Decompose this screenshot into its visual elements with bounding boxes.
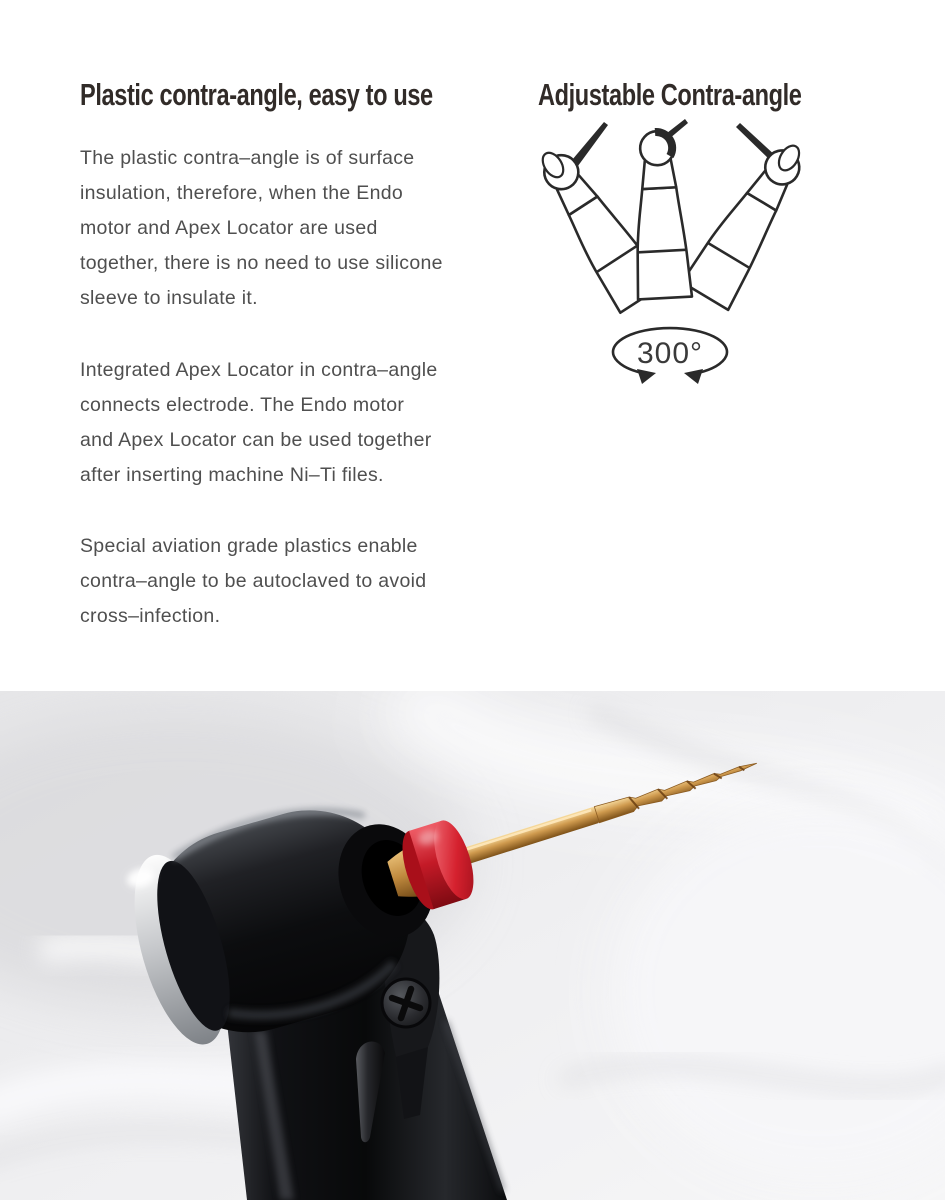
rotation-degrees-label: 300° [636, 337, 704, 370]
paragraph-line: Integrated Apex Locator in contra–angle [80, 359, 438, 381]
product-photo [0, 691, 945, 1200]
paragraph-apex-locator [80, 353, 480, 493]
paragraph-surface-insulation [80, 141, 480, 316]
paragraph-line: cross–infection. [80, 605, 221, 627]
heading-adjustable-contra-angle: Adjustable Contra-angle [538, 77, 802, 112]
paragraph-autoclave [80, 529, 480, 634]
paragraph-line: together, there is no need to use silicone [80, 252, 443, 274]
paragraph-line: sleeve to insulate it. [80, 287, 258, 309]
paragraph-line: and Apex Locator can be used together [80, 429, 432, 451]
heading-plastic-contra-angle: Plastic contra-angle, easy to use [80, 77, 433, 112]
paragraph-line: insulation, therefore, when the Endo [80, 182, 404, 204]
rotation-illustration [525, 112, 845, 402]
handpiece-center [629, 130, 692, 300]
paragraph-line: after inserting machine Ni–Ti files. [80, 464, 384, 486]
paragraph-line: Special aviation grade plastics enable [80, 535, 418, 557]
paragraph-line: contra–angle to be autoclaved to avoid [80, 570, 427, 592]
rotation-arrow-right [684, 369, 703, 384]
rotation-arrow-left [637, 369, 656, 384]
paragraph-line: connects electrode. The Endo motor [80, 394, 405, 416]
paragraph-line: motor and Apex Locator are used [80, 217, 378, 239]
paragraph-line: The plastic contra–angle is of surface [80, 147, 415, 169]
